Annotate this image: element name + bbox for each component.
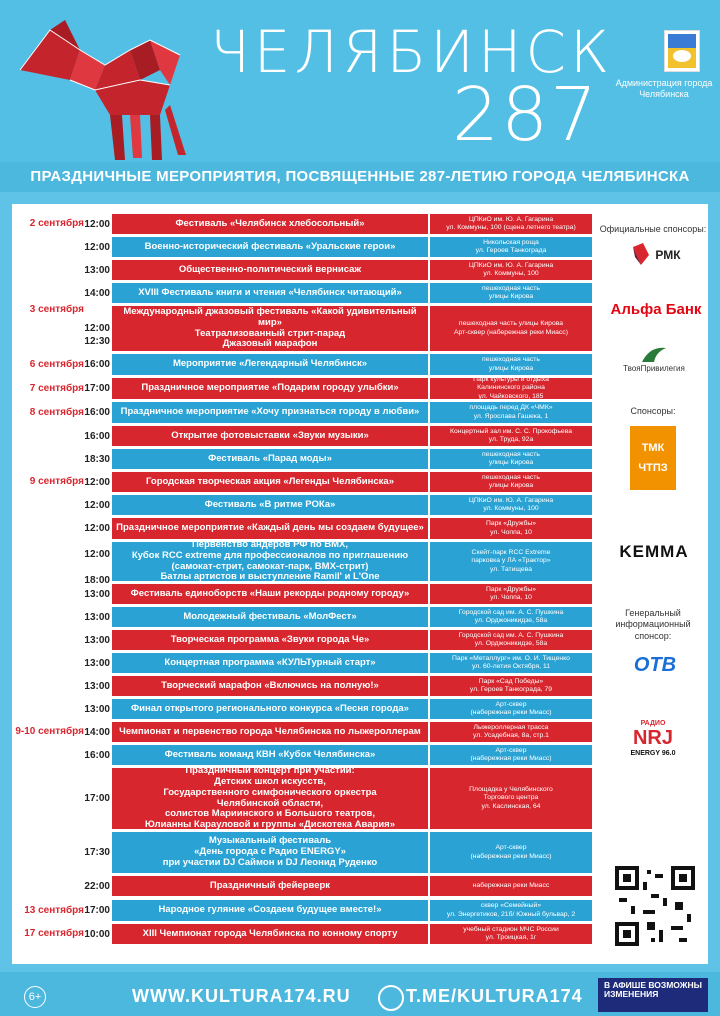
event-title: Фестиваль команд КВН «Кубок Челябинска» (112, 745, 428, 765)
event-place: Парк «Сад Победы» ул. Героев Танкограда, 79 (430, 676, 592, 696)
event-date: 3 сентября (29, 304, 84, 315)
event-time: 12:00 (84, 218, 110, 230)
event-row (12, 283, 602, 303)
radio-label: РАДИО (640, 719, 666, 727)
event-title: XVIII Фестиваль книги и чтения «Челябинск читающий» (112, 283, 428, 303)
event-place: ЦПКиО им. Ю. А. Гагарина ул. Коммуны, 100 (430, 495, 592, 515)
event-date: 8 сентября (29, 406, 84, 418)
otv-logo[interactable]: ОТВ (633, 653, 677, 676)
official-sponsors-label: Официальные спонсоры: (599, 224, 707, 234)
city-title: ЧЕЛЯБИНСК (210, 18, 614, 86)
event-title: Праздничное мероприятие «Каждый день мы создаем будущее» (112, 518, 428, 539)
event-row (12, 354, 602, 375)
event-date: 2 сентября (29, 218, 84, 229)
event-place: пешеходная часть улицы Кирова (430, 472, 592, 492)
city-crest-icon (664, 30, 700, 72)
header-banner (0, 0, 720, 162)
event-row (12, 518, 602, 539)
event-place: Арт-сквер (набережная реки Миасс) (430, 832, 592, 873)
event-place: пешеходная часть улицы Кирова (430, 354, 592, 375)
event-row (12, 449, 602, 469)
events-sheet (12, 204, 708, 964)
energy-logo[interactable] (628, 708, 678, 768)
chtpz-logo[interactable] (630, 426, 676, 490)
event-time: 18:30 (84, 453, 110, 465)
event-place: учебный стадион МЧС России ул. Троицкая, 1г (430, 924, 592, 944)
rmk-icon (631, 243, 651, 267)
camel-logo-icon (10, 10, 210, 170)
website-link[interactable]: WWW.KULTURA174.RU (132, 986, 351, 1006)
event-row (12, 584, 602, 604)
event-time: 17:00 (84, 905, 110, 916)
event-date: 9-10 сентября (15, 726, 84, 737)
event-title: Музыкальный фестиваль «День города с Радио ENERGY» при участии DJ Саймон и DJ Леонид Руденко (112, 832, 428, 873)
event-time: 12:00 (84, 523, 110, 534)
event-title: Финал открытого регионального конкурса «Песня города» (112, 699, 428, 719)
event-time: 12:00 (84, 241, 110, 253)
event-place: Парк «Дружбы» ул. Чоппа, 10 (430, 518, 592, 539)
event-date: 9 сентября (29, 476, 84, 487)
event-row (12, 495, 602, 515)
event-place: Арт-сквер (набережная реки Миасс) (430, 745, 592, 765)
event-row (12, 237, 602, 257)
event-title: Фестиваль «В ритме РОКа» (112, 495, 428, 515)
kemma-logo[interactable]: KEMMA (619, 542, 689, 561)
event-title: Праздничное мероприятие «Хочу признаться городу в любви» (112, 402, 428, 423)
event-place: пешеходная часть улицы Кирова (430, 449, 592, 469)
event-title: XIII Чемпионат города Челябинска по конному спорту (112, 924, 428, 944)
administration-label: Администрация города Челябинска (615, 78, 713, 99)
event-place: площадь перед ДК «ЧМК» ул. Ярослава Гашека, 1 (430, 402, 592, 423)
event-title: Открытие фотовыставки «Звуки музыки» (112, 426, 428, 446)
event-row (12, 653, 602, 673)
event-place: сквер «Семейный» ул. Энергетиков, 21б/ Южный бульвар, 2 (430, 900, 592, 921)
event-place: ЦПКиО им. Ю. А. Гагарина ул. Коммуны, 100 (сцена летнего театра) (430, 214, 592, 234)
event-title: Фестиваль «Челябинск хлебосольный» (112, 214, 428, 234)
event-time: 13:00 (84, 657, 110, 669)
event-row (12, 306, 602, 351)
event-place: Парк культуры и отдыха Калининского района ул. Чайковского, 185 (430, 378, 592, 399)
event-place: ЦПКиО им. Ю. А. Гагарина ул. Коммуны, 100 (430, 260, 592, 280)
general-sponsor-label: Генеральный информационный спонсор: (615, 608, 691, 641)
event-place: Парк «Дружбы» ул. Чоппа, 10 (430, 584, 592, 604)
event-title: Концертная программа «КУЛЬТурный старт» (112, 653, 428, 673)
qr-code[interactable] (610, 860, 700, 952)
event-date: 13 сентября (24, 904, 84, 916)
event-row (12, 607, 602, 627)
event-title: Праздничное мероприятие «Подарим городу улыбки» (112, 378, 428, 399)
event-time: 16:00 (84, 359, 110, 370)
event-row (12, 832, 602, 873)
event-time: 12:00 12:30 (84, 322, 110, 347)
event-time: 16:00 (84, 407, 110, 418)
rmk-logo[interactable] (616, 240, 696, 270)
event-time: 14:00 (84, 287, 110, 299)
event-title: Творческая программа «Звуки города Че» (112, 630, 428, 650)
event-title: Городская творческая акция «Легенды Челябинска» (112, 472, 428, 492)
event-place: пешеходная часть улицы Кирова (430, 283, 592, 303)
nrj-label: NRJ (632, 726, 673, 749)
sponsors-label: Спонсоры: (630, 406, 676, 416)
sponsors-column (598, 204, 708, 964)
event-place: Парк «Металлург» им. О. И. Тищенко ул. 60-летия Октября, 11 (430, 653, 592, 673)
event-row (12, 378, 602, 399)
event-row (12, 472, 602, 492)
event-title: Фестиваль единоборств «Наши рекорды родному городу» (112, 584, 428, 604)
event-date: 17 сентября (24, 928, 84, 939)
event-title: Чемпионат и первенство города Челябинска по лыжероллерам (112, 722, 428, 742)
event-place: Концертный зал им. С. С. Прокофьева ул. Труда, 92а (430, 426, 592, 446)
event-title: Международный джазовый фестиваль «Какой удивительный мир» Театрализованный стрит-парад Джазовый марафон (112, 306, 428, 351)
event-title: Мероприятие «Легендарный Челябинск» (112, 354, 428, 375)
energy-label: ENERGY 96.0 (630, 749, 676, 757)
event-time: 16:00 (84, 749, 110, 761)
event-place: набережная реки Миасс (430, 876, 592, 896)
tvoya-name: ТвояПривилегия (623, 363, 685, 373)
event-time: 13:00 (84, 611, 110, 623)
event-row (12, 699, 602, 719)
event-row (12, 900, 602, 921)
event-time: 12:00 (84, 476, 110, 488)
event-title: Молодежный фестиваль «МолФест» (112, 607, 428, 627)
event-time: 14:00 (84, 726, 110, 738)
age-rating-badge: 6+ (24, 986, 46, 1008)
event-place: Городской сад им. А. С. Пушкина ул. Орджоникидзе, 58а (430, 630, 592, 650)
event-place: пешеходная часть улицы Кирова Арт-сквер (набережная реки Миасс) (430, 306, 592, 351)
telegram-link[interactable]: T.ME/KULTURA174 (406, 986, 583, 1006)
event-place: Городской сад им. А. С. Пушкина ул. Орджоникидзе, 58а (430, 607, 592, 627)
tmk-label: ТМК (641, 442, 665, 454)
event-title: Праздничный фейерверк (112, 876, 428, 896)
event-time: 17:00 (84, 793, 110, 804)
event-place: Скейт-парк RCC Extreme парковка у ЛА «Трактор» ул. Татищева (430, 542, 592, 581)
event-row (12, 538, 602, 586)
page-subtitle: ПРАЗДНИЧНЫЕ МЕРОПРИЯТИЯ, ПОСВЯЩЕННЫЕ 287-ЛЕТИЮ ГОРОДА ЧЕЛЯБИНСКА (0, 162, 720, 192)
chtpz-label: ЧТПЗ (638, 462, 668, 474)
event-time: 17:30 (84, 847, 110, 858)
rmk-name: РМК (655, 248, 681, 262)
event-time: 12:00 18:00 (84, 549, 110, 586)
event-row (12, 722, 602, 742)
event-title: Общественно-политический вернисаж (112, 260, 428, 280)
event-time: 16:00 (84, 430, 110, 442)
event-time: 13:00 (84, 634, 110, 646)
qr-code-icon (611, 862, 699, 950)
event-title: Народное гуляние «Создаем будущее вместе!» (112, 900, 428, 921)
event-title: Первенство андеров РФ по BMX, Кубок RCC extreme для профессионалов по приглашению (самокат-стрит, самокат-парк, BMX-стрит) Батлы артистов и выступление Ramil' и L'One (112, 542, 428, 581)
event-row (12, 764, 602, 831)
event-time: 17:00 (84, 383, 110, 394)
event-row (12, 745, 602, 765)
event-title: Военно-исторический фестиваль «Уральские герои» (112, 237, 428, 257)
event-row (12, 214, 602, 234)
event-place: Площадка у Челябинского Торгового центра ул. Каслинская, 64 (430, 768, 592, 829)
event-row (12, 630, 602, 650)
event-time: 13:00 (84, 588, 110, 600)
event-date: 7 сентября (29, 382, 84, 394)
alfa-bank-logo[interactable]: Альфа Банк (610, 300, 702, 318)
event-row (12, 426, 602, 446)
event-place: Никольская роща ул. Героев Танкограда (430, 237, 592, 257)
event-title: Праздничный концерт при участии: Детских школ искусств, Государственного симфонического оркестра Челябинской области, солистов Мариинского и Большого театров, Юлианны Карауловой и группы «Дискотека Авария» (112, 768, 428, 829)
event-place: Арт-сквер (набережная реки Миасс) (430, 699, 592, 719)
event-row (12, 402, 602, 423)
event-time: 13:00 (84, 680, 110, 692)
event-row (12, 876, 602, 896)
event-time: 12:00 (84, 499, 110, 511)
bird-icon (640, 344, 668, 364)
event-date: 6 сентября (29, 358, 84, 370)
event-row (12, 924, 602, 944)
event-time: 13:00 (84, 264, 110, 276)
event-row (12, 260, 602, 280)
event-time: 22:00 (84, 880, 110, 892)
event-row (12, 676, 602, 696)
event-title: Фестиваль «Парад моды» (112, 449, 428, 469)
changes-notice: В АФИШЕ ВОЗМОЖНЫ ИЗМЕНЕНИЯ (598, 978, 708, 1012)
year-title: 287 (452, 72, 600, 158)
tvoya-privilegiya-logo[interactable] (612, 336, 696, 380)
telegram-icon (378, 985, 404, 1011)
event-time: 13:00 (84, 703, 110, 715)
event-place: Лыжероллерная трасса ул. Усадебная, 8а, стр.1 (430, 722, 592, 742)
event-title: Творческий марафон «Включись на полную!» (112, 676, 428, 696)
event-time: 10:00 (84, 928, 110, 940)
